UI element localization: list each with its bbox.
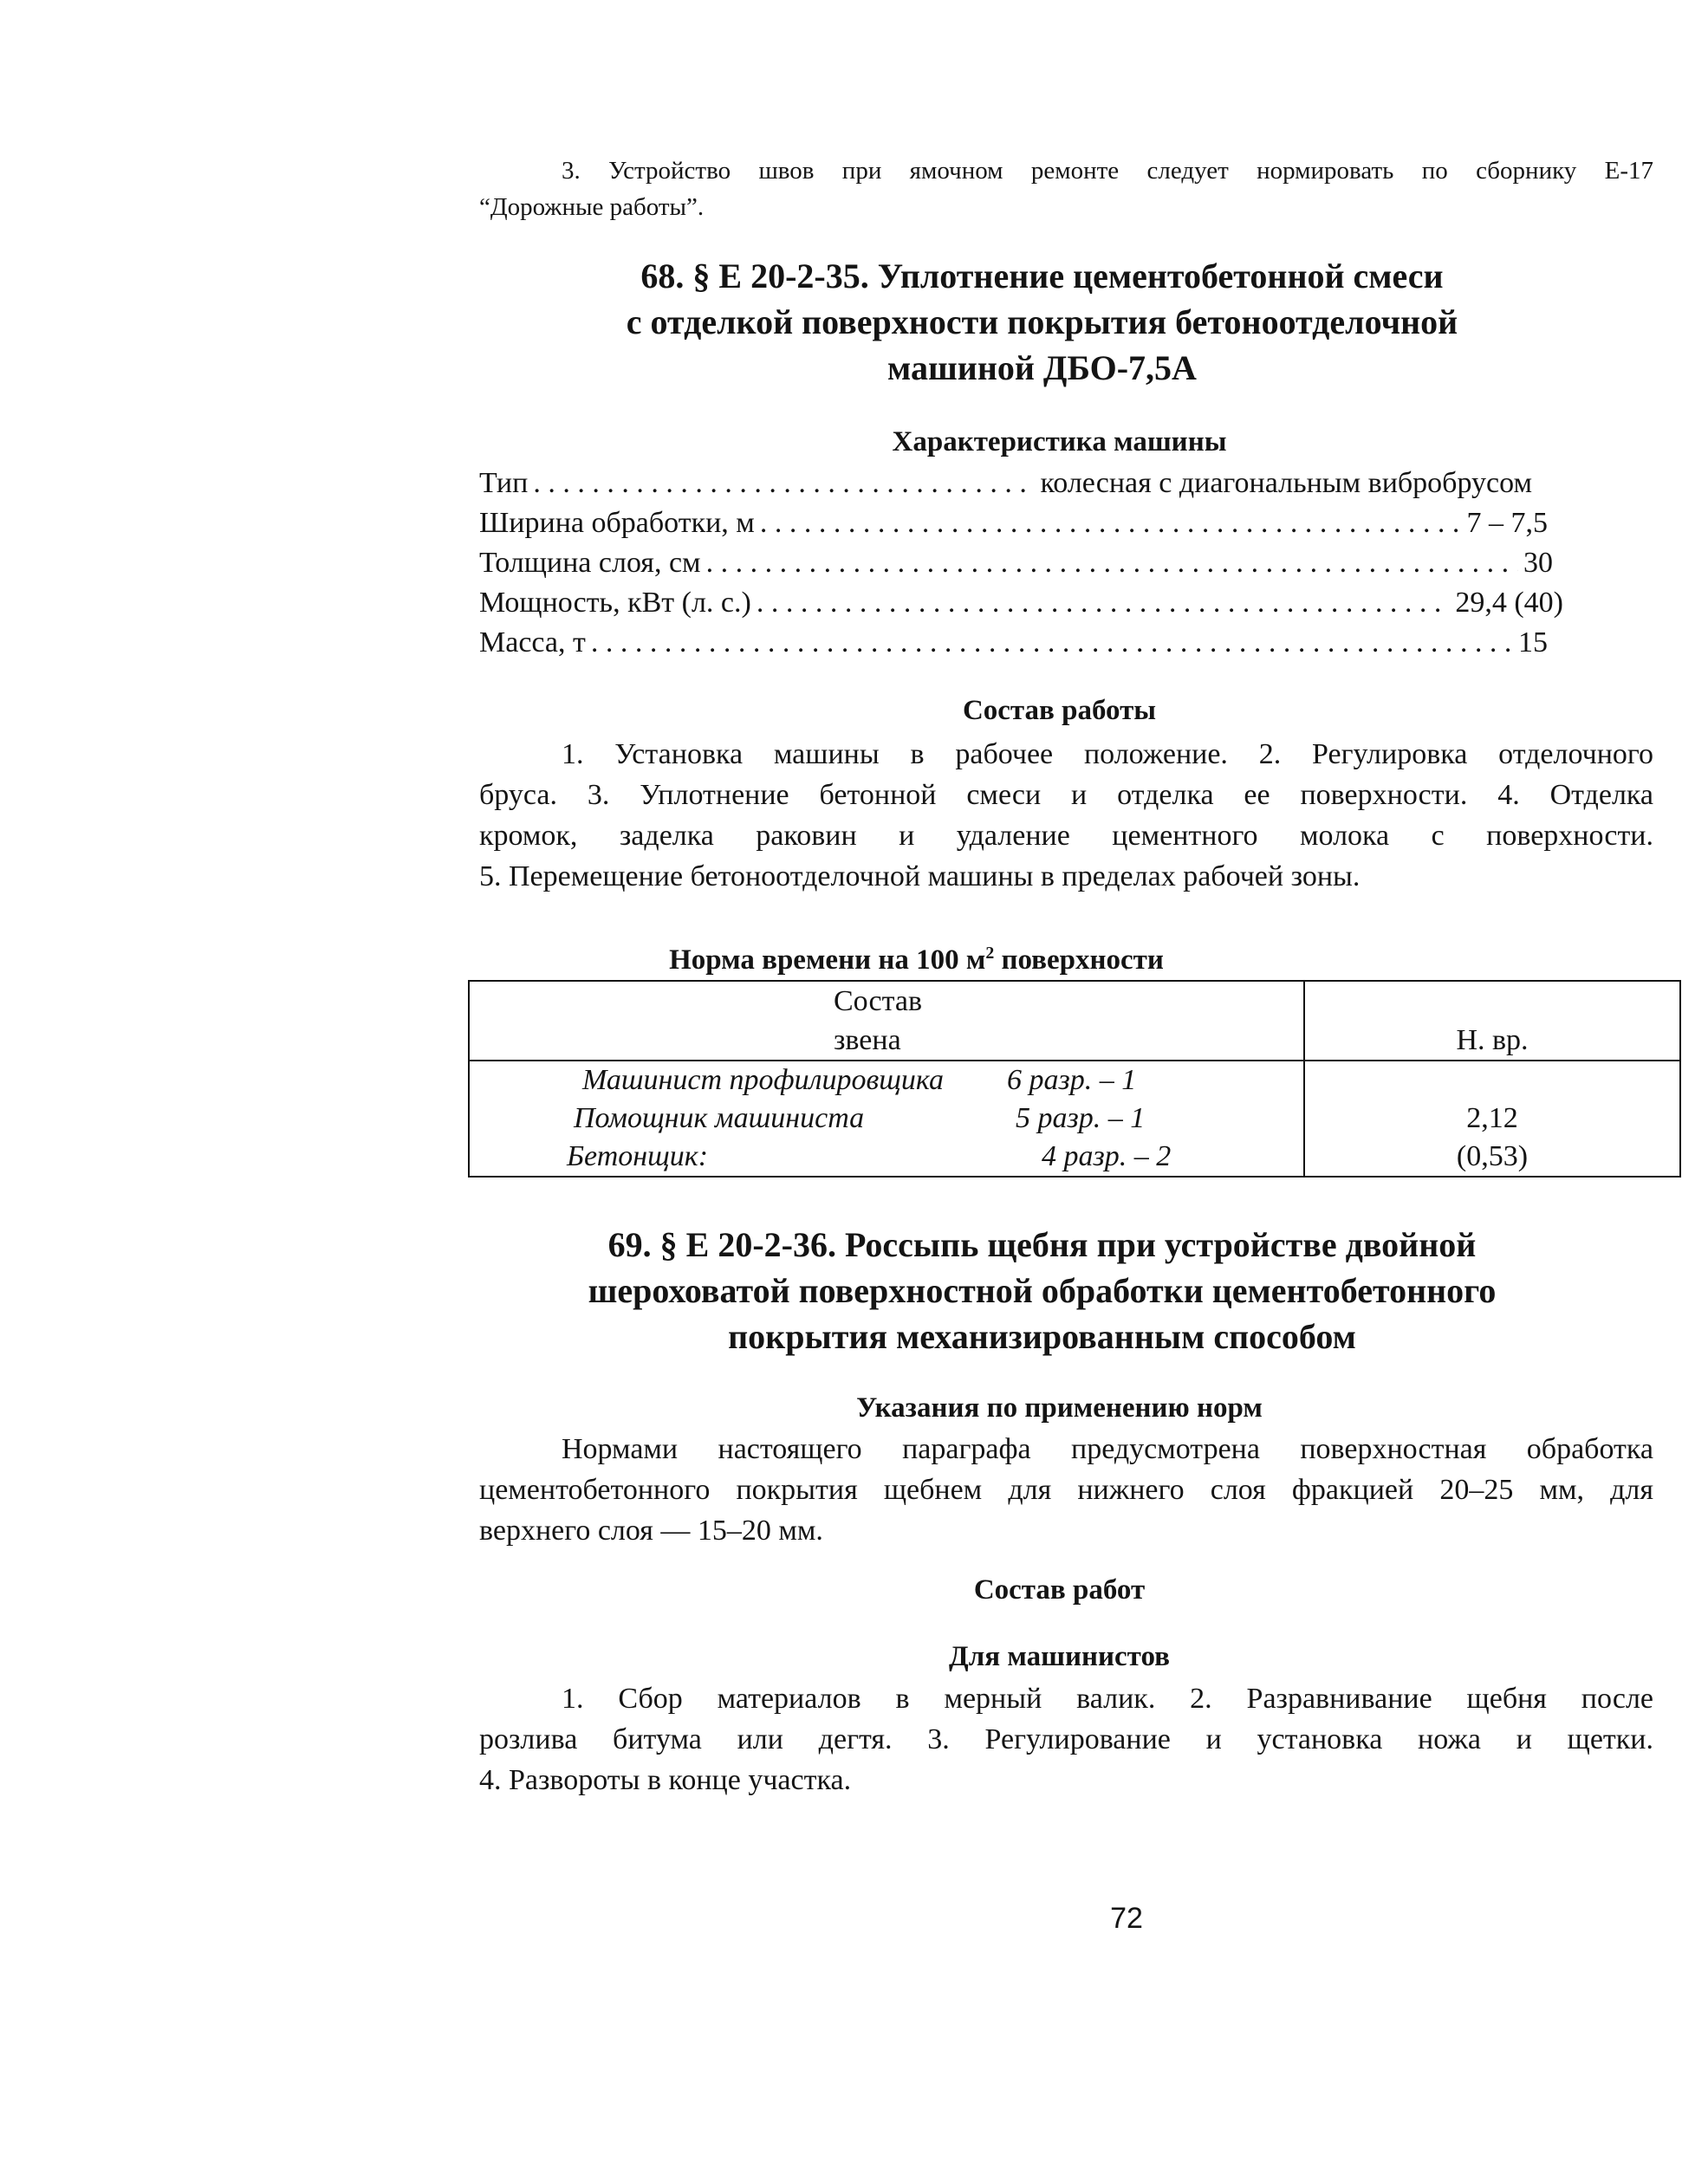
crew-cell	[469, 1061, 1304, 1177]
crew-role-3: Бетонщик:	[567, 1140, 709, 1172]
spec-row-mass	[479, 623, 1548, 663]
norm-time-heading	[468, 943, 1365, 977]
note-line-1: 3. Устройство швов при ямочном ремонте следует нормировать по сборнику Е-17	[562, 157, 1653, 185]
note-3	[479, 152, 1653, 225]
crew-header-cell	[469, 981, 1304, 1061]
machine-specs-list	[479, 464, 1606, 663]
operators-text	[479, 1678, 1653, 1800]
crew-role-2: Помощник машиниста	[574, 1102, 865, 1134]
work-composition-heading: Состав работы	[962, 695, 1157, 726]
crew-header-line-1: Состав	[834, 985, 923, 1017]
spec-value: 7 – 7,5	[1466, 507, 1548, 539]
section-68-title-line-3: машиной ДБО-7,5А	[887, 348, 1197, 387]
page-number: 72	[1110, 1902, 1143, 1935]
section-68-title-line-1: 68. § Е 20-2-35. Уплотнение цементобетонной смеси	[640, 256, 1444, 295]
spec-row-power	[479, 583, 1563, 623]
spec-row-type	[479, 464, 1532, 503]
works-heading: Состав работ	[973, 1574, 1146, 1606]
spec-value: колесная с диагональным вибробрусом	[1040, 467, 1532, 499]
work-line-1: 1. Установка машины в рабочее положение. 2. Регулировка отделочного	[562, 738, 1653, 770]
work-line-4: 5. Перемещение бетоноотделочной машины в пределах рабочей зоны.	[479, 860, 1361, 892]
table-row	[469, 1061, 1680, 1177]
leader-dots	[706, 543, 1518, 579]
guidance-line-2: цементобетонного покрытия щебнем для нижнего слоя фракцией 20–25 мм, для	[479, 1474, 1653, 1506]
crew-grade-3: 4 разр. – 2	[1042, 1140, 1172, 1172]
spec-row-thickness	[479, 543, 1553, 583]
norm-heading-text-end: поверхности	[994, 944, 1164, 976]
spec-label: Толщина слоя, см	[479, 547, 701, 579]
spec-label: Масса, т	[479, 626, 586, 659]
operators-heading: Для машинистов	[949, 1641, 1170, 1672]
section-69-title	[433, 1222, 1651, 1359]
operators-line-3: 4. Развороты в конце участка.	[479, 1764, 852, 1796]
section-68-title-line-2: с отделкой поверхности покрытия бетоноотделочной	[626, 302, 1458, 341]
section-69-title-line-3: покрытия механизированным способом	[728, 1317, 1356, 1356]
work-line-3: кромок, заделка раковин и удаление цементного молока с поверхности.	[479, 820, 1653, 852]
leader-dots	[533, 464, 1035, 499]
guidance-heading: Указания по применению норм	[856, 1392, 1263, 1424]
norm-time-table	[468, 980, 1681, 1178]
section-69-title-line-2: шероховатой поверхностной обработки цементобетонного	[588, 1271, 1497, 1310]
leader-dots	[757, 583, 1451, 619]
operators-line-1: 1. Сбор материалов в мерный валик. 2. Разравнивание щебня после	[562, 1683, 1653, 1715]
norm-header-cell	[1304, 981, 1680, 1061]
norm-value: 2,12	[1466, 1102, 1518, 1134]
table-header-row	[469, 981, 1680, 1061]
crew-list	[470, 1061, 1303, 1176]
spec-value: 15	[1518, 626, 1548, 659]
norm-heading-superscript: 2	[985, 944, 995, 963]
work-line-2: бруса. 3. Уплотнение бетонной смеси и отделка ее поверхности. 4. Отделка	[479, 779, 1653, 811]
section-68-title	[433, 253, 1651, 391]
norm-value-paren: (0,53)	[1456, 1140, 1529, 1172]
spec-row-width	[479, 503, 1548, 543]
guidance-text	[479, 1429, 1653, 1551]
guidance-line-1: Нормами настоящего параграфа предусмотрена поверхностная обработка	[562, 1433, 1653, 1465]
crew-header-line-2: звена	[834, 1024, 901, 1056]
machine-characteristics-heading: Характеристика машины	[892, 426, 1227, 457]
spec-label: Мощность, кВт (л. с.)	[479, 587, 751, 619]
section-69-title-line-1: 69. § Е 20-2-36. Россыпь щебня при устройстве двойной	[607, 1225, 1477, 1264]
crew-grade-2: 5 разр. – 1	[1016, 1102, 1146, 1134]
norm-value-cell	[1304, 1061, 1680, 1177]
crew-grade-1: 6 разр. – 1	[1007, 1064, 1137, 1096]
spec-label: Ширина обработки, м	[479, 507, 755, 539]
spec-value: 29,4 (40)	[1455, 587, 1563, 619]
leader-dots	[760, 503, 1462, 539]
spec-label: Тип	[479, 467, 529, 499]
operators-line-2: розлива битума или дегтя. 3. Регулирование и установка ножа и щетки.	[479, 1723, 1653, 1755]
norm-heading-text: Норма времени на 100 м	[669, 944, 986, 976]
work-composition-text	[479, 734, 1653, 897]
guidance-line-3: верхнего слоя — 15–20 мм.	[479, 1515, 823, 1547]
norm-header-text: Н. вр.	[1456, 1024, 1529, 1056]
spec-value: 30	[1523, 547, 1553, 579]
leader-dots	[591, 623, 1513, 659]
note-line-2: “Дорожные работы”.	[479, 193, 705, 221]
crew-role-1: Машинист профилировщика	[582, 1064, 944, 1096]
